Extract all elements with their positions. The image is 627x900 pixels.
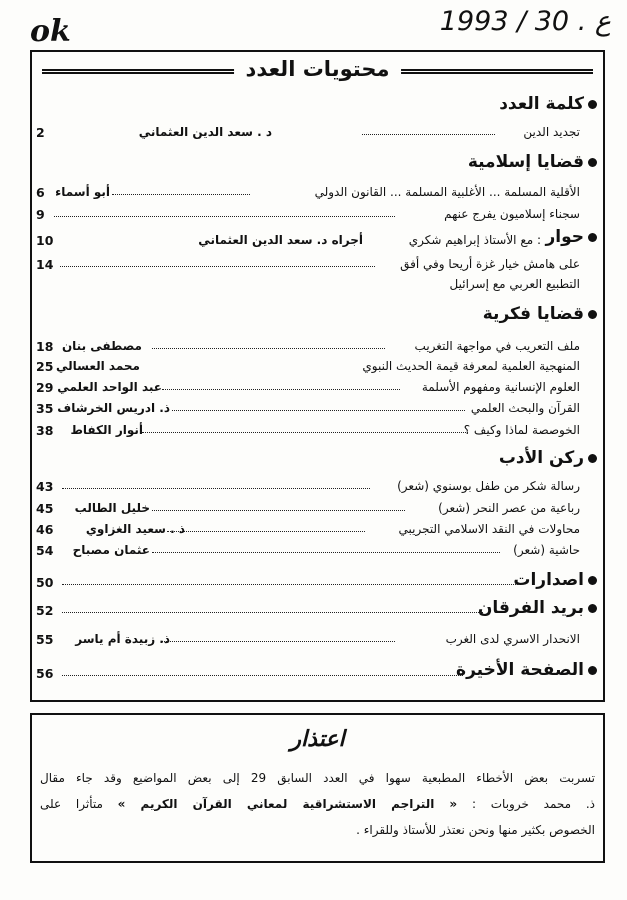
apology-title: اعتذار xyxy=(290,727,345,752)
item-title: القرآن والبحث العلمي xyxy=(470,401,580,415)
item-author: أجراه د. سعد الدين العثماني xyxy=(198,233,363,247)
list-item xyxy=(32,401,580,421)
bullet-icon xyxy=(588,158,597,167)
list-item xyxy=(32,277,580,297)
item-title: المنهجية العلمية لمعرفة قيمة الحديث النبوي xyxy=(362,359,580,373)
list-item xyxy=(32,603,483,623)
item-page: 14 xyxy=(36,257,54,272)
bullet-icon xyxy=(588,604,597,613)
item-page: 29 xyxy=(36,380,54,395)
leader-dots xyxy=(162,641,395,642)
item-page: 6 xyxy=(36,185,45,200)
section-heading: بريد الفرقان xyxy=(478,598,597,618)
item-page: 2 xyxy=(36,125,45,140)
bullet-icon xyxy=(588,233,597,242)
leader-dots xyxy=(54,216,395,217)
item-author: محمد العسالي xyxy=(56,359,140,373)
leader-dots xyxy=(142,432,468,433)
item-page: 56 xyxy=(36,666,54,681)
list-item xyxy=(32,632,580,652)
leader-dots xyxy=(152,348,385,349)
leader-dots xyxy=(162,389,400,390)
contents-box xyxy=(30,50,605,702)
bullet-icon xyxy=(588,100,597,109)
section-heading: قضايا إسلامية xyxy=(468,152,597,172)
item-title: محاولات في النقد الاسلامي التجريبي xyxy=(398,522,580,536)
item-author: ذ. ادريس الخرشاف xyxy=(57,401,170,415)
section-heading: الصفحة الأخيرة xyxy=(456,660,597,680)
item-title: الانحدار الاسري لدى الغرب xyxy=(445,632,580,646)
list-item xyxy=(32,233,541,253)
list-item xyxy=(32,666,463,686)
section-heading: اصدارات xyxy=(513,570,597,590)
page-title: محتويات العدد xyxy=(234,57,402,81)
item-page: 9 xyxy=(36,207,45,222)
item-title: رسالة شكر من طفل بوسنوي (شعر) xyxy=(397,479,580,493)
leader-dots xyxy=(362,134,495,135)
apology-author: ذ. محمد خروبات : xyxy=(471,797,595,811)
apology-line: تسربت بعض الأخطاء المطبعية سهوا في العدد السابق 29 إلى بعض المواضيع وقد جاء مقال xyxy=(40,771,595,785)
list-item xyxy=(32,501,580,521)
item-title: الخوصصة لماذا وكيف ؟ xyxy=(463,423,580,437)
item-title: رباعية من عصر النحر (شعر) xyxy=(438,501,580,515)
table-of-contents xyxy=(32,52,603,700)
list-item xyxy=(32,479,580,499)
leader-dots xyxy=(62,612,483,613)
list-item xyxy=(32,522,580,542)
item-page: 55 xyxy=(36,632,54,647)
item-title: التطبيع العربي مع إسرائيل xyxy=(449,277,580,291)
item-author: د . سعد الدين العثماني xyxy=(138,125,272,139)
apology-text: متأثرا على xyxy=(40,797,103,811)
item-title: : مع الأستاذ إبراهيم شكري xyxy=(408,233,541,247)
item-title: على هامش خيار غزة أريحا وفي أفق xyxy=(400,257,580,271)
item-title: العلوم الإنسانية ومفهوم الأسلمة xyxy=(421,380,580,394)
list-item xyxy=(32,359,580,379)
leader-dots xyxy=(152,552,500,553)
list-item xyxy=(32,207,580,227)
leader-dots xyxy=(62,675,463,676)
item-page: 52 xyxy=(36,603,54,618)
item-author: عبد الواحد العلمي xyxy=(57,380,162,394)
item-page: 50 xyxy=(36,575,54,590)
bullet-icon xyxy=(588,310,597,319)
item-page: 54 xyxy=(36,543,54,558)
item-page: 43 xyxy=(36,479,54,494)
leader-dots xyxy=(62,584,518,585)
section-heading: ركن الأدب xyxy=(499,448,597,468)
item-author: مصطفى بنان xyxy=(61,339,142,353)
list-item xyxy=(32,125,580,145)
section-heading: قضايا فكرية xyxy=(483,304,597,324)
leader-dots xyxy=(112,194,250,195)
apology-line xyxy=(40,797,595,811)
item-page: 45 xyxy=(36,501,54,516)
list-item xyxy=(32,423,580,443)
apology-article-title: « التراجم الاستشراقية لمعاني القرآن الكريم » xyxy=(117,797,458,811)
list-item xyxy=(32,257,580,277)
item-page: 35 xyxy=(36,401,54,416)
item-author: عثمان مصباح xyxy=(72,543,150,557)
handwritten-issue-note: 1993 / 30 . ع xyxy=(439,6,611,37)
item-author: أبو أسماء xyxy=(55,185,110,199)
item-author: أنوار الكفاط xyxy=(70,423,143,437)
list-item xyxy=(32,185,580,205)
bullet-icon xyxy=(588,576,597,585)
list-item xyxy=(32,380,580,400)
item-author: ذ . سعيد الغزاوي xyxy=(85,522,185,536)
section-heading: حوار xyxy=(545,227,597,247)
apology-line: الخصوص بكثير منها ونحن نعتذر للأستاذ وللقراء . xyxy=(356,823,595,837)
bullet-icon xyxy=(588,666,597,675)
item-author: ذ. زبيدة أم ياسر xyxy=(75,632,170,646)
item-page: 25 xyxy=(36,359,54,374)
item-title: حاشية (شعر) xyxy=(513,543,580,557)
item-page: 38 xyxy=(36,423,54,438)
item-page: 46 xyxy=(36,522,54,537)
item-title: سجناء إسلاميون يفرج عنهم xyxy=(444,207,580,221)
item-title: الأقلية المسلمة ... الأغلبية المسلمة ... القانون الدولي xyxy=(314,185,580,199)
leader-dots xyxy=(62,488,370,489)
list-item xyxy=(32,575,518,595)
leader-dots xyxy=(172,410,465,411)
item-title: تجديد الدين xyxy=(523,125,580,139)
list-item xyxy=(32,543,580,563)
handwritten-initials: ok xyxy=(30,14,71,49)
leader-dots xyxy=(167,531,365,532)
item-author: خليل الطالب xyxy=(74,501,150,515)
leader-dots xyxy=(152,510,405,511)
leader-dots xyxy=(60,266,375,267)
bullet-icon xyxy=(588,454,597,463)
item-title: ملف التعريب في مواجهة التغريب xyxy=(414,339,580,353)
item-page: 18 xyxy=(36,339,54,354)
section-heading: كلمة العدد xyxy=(499,94,597,114)
apology-box xyxy=(30,713,605,863)
list-item xyxy=(32,339,580,359)
item-page: 10 xyxy=(36,233,54,248)
